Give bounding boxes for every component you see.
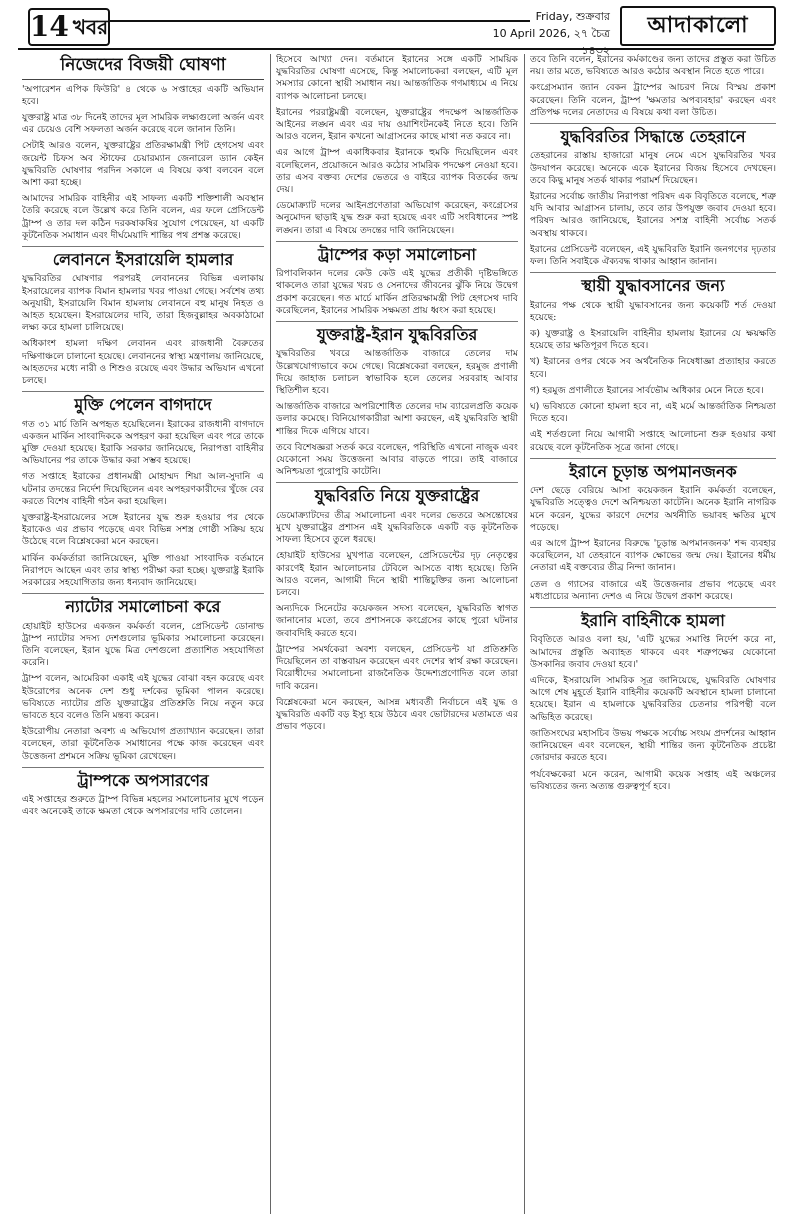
article-paragraph: ট্রাম্প বলেন, আমেরিকা একাই এই যুদ্ধের বোঝা বহন করেছে এবং ইউরোপের অনেক দেশ শুধু দর্শকের ভূমিকা পালন করেছে। ভবিষ্যতে ন্যাটোর প্রতি যুক্তরাষ্ট্রের প্রতিশ্রুতি নিয়ে নতুন করে ভাবতে হবে বলেও তিনি মন্তব্য করেন। bbox=[22, 673, 264, 722]
article-paragraph: গত ৩১ মার্চ তিনি অপহৃত হয়েছিলেন। ইরাকের রাজধানী বাগদাদে একজন মার্কিন সাংবাদিককে অপহরণ করা হয়েছিল এবং পরে তাকে মুক্তি দেওয়া হয়েছে। ইরাকি সরকার জানিয়েছে, নিরাপত্তা বাহিনীর অভিযানের পর তাকে উদ্ধার করা সম্ভব হয়েছে। bbox=[22, 418, 264, 467]
masthead-date bbox=[480, 8, 610, 59]
masthead bbox=[10, 6, 782, 57]
column-divider-1 bbox=[270, 54, 271, 1214]
article-paragraph: এর আগে ট্রাম্প একাধিকবার ইরানকে হুমকি দিয়েছিলেন এবং বলেছিলেন, প্রয়োজনে আরও কঠোর সামরিক পদক্ষেপ নেওয়া হবে। তার এসব বক্তব্য দেশের ভেতরে ও বাইরে ব্যাপক বিতর্কের জন্ম দেয়। bbox=[276, 147, 518, 196]
article-paragraph: খ) ইরানের ওপর থেকে সব অর্থনৈতিক নিষেধাজ্ঞা প্রত্যাহার করতে হবে। bbox=[530, 356, 776, 380]
article-paragraph: সেটাই আরও বলেন, যুক্তরাষ্ট্রের প্রতিরক্ষামন্ত্রী পিট হেগসেথ এবং জয়েন্ট চিফস অব স্টাফের চেয়ারম্যান জেনারেল ড্যান কেইন যুদ্ধবিরতি ঘোষণার পরদিন সকালে এ বিষয়ে কথা বলবেন বলে আশা করা হচ্ছে। bbox=[22, 140, 264, 188]
article-paragraph: হোয়াইট হাউসের মুখপাত্র বলেছেন, প্রেসিডেন্টের দৃঢ় নেতৃত্বের কারণেই ইরান আলোচনার টেবিলে আসতে বাধ্য হয়েছে। তিনি আরও বলেন, আগামী দিনে স্থায়ী শান্তিচুক্তির জন্য আলোচনা চলবে। bbox=[276, 550, 518, 599]
article-paragraph: যুক্তরাষ্ট্র মাত্র ৩৮ দিনেই তাদের মূল সামরিক লক্ষ্যগুলো অর্জন এবং এর চেয়েও বেশি সফলতা অর্জন করেছে বলে জানান তিনি। bbox=[22, 111, 264, 136]
article-paragraph: অধিকাংশ হামলা দক্ষিণ লেবানন এবং রাজধানী বৈরুতের দক্ষিণাঞ্চলে চালানো হয়েছে। লেবাননের স্বাস্থ্য মন্ত্রণালয় জানিয়েছে, আহতদের মধ্যে নারী ও শিশুও রয়েছে এবং উদ্ধার অভিযান এখনো চলছে। bbox=[22, 338, 264, 386]
newspaper-logo: আদাকালো bbox=[620, 6, 776, 46]
article-paragraph: তেল ও গ্যাসের বাজারে এই উত্তেজনার প্রভাব পড়েছে এবং মধ্যপ্রাচ্যের অন্যান্য দেশও এ নিয়ে উদ্বেগ প্রকাশ করেছে। bbox=[530, 578, 776, 602]
article-paragraph: বিশ্লেষকেরা মনে করছেন, আসন্ন মধ্যবর্তী নির্বাচনে এই যুদ্ধ ও যুদ্ধবিরতি একটি বড় ইস্যু হয়ে উঠবে এবং ভোটারদের মতামতে এর প্রভাব পড়বে। bbox=[276, 696, 518, 733]
article-headline: ইরানে চূড়ান্ত অপমানজনক bbox=[569, 461, 737, 481]
article-paragraph: গত সপ্তাহে ইরাকের প্রধানমন্ত্রী মোহাম্মদ শিয়া আল-সুদানি এ ঘটনার তদন্তের নির্দেশ দিয়েছিলেন এবং অপহরণকারীদের খুঁজে বের করতে বিশেষ বাহিনী গঠন করা হয়েছিল। bbox=[22, 471, 264, 507]
article-separator bbox=[276, 321, 518, 322]
article-headline: ন্যাটোর সমালোচনা করে bbox=[65, 597, 221, 617]
article-paragraph: তবে বিশেষজ্ঞরা সতর্ক করে বলেছেন, পরিস্থিতি এখনো নাজুক এবং যেকোনো সময় উত্তেজনা আবার বাড়তে পারে। তাই বাজারে অনিশ্চয়তা পুরোপুরি কাটেনি। bbox=[276, 441, 518, 478]
article-paragraph: এই সপ্তাহের শুরুতে ট্রাম্প বিভিন্ন মহলের সমালোচনার মুখে পড়েন এবং অনেকেই তাকে ক্ষমতা থেকে অপসারণের দাবি তোলেন। bbox=[22, 794, 264, 818]
article-headline: মুক্তি পেলেন বাগদাদে bbox=[74, 395, 212, 415]
article-paragraph: মার্কিন কর্মকর্তারা জানিয়েছেন, মুক্তি পাওয়া সাংবাদিক বর্তমানে নিরাপদে আছেন এবং তার স্বাস্থ্য পরীক্ষা করা হচ্ছে। যুক্তরাষ্ট্র ইরাকি সরকারের সহযোগিতার জন্য ধন্যবাদ জানিয়েছে। bbox=[22, 552, 264, 589]
article-paragraph: ইরানের পররাষ্ট্রমন্ত্রী বলেছেন, যুক্তরাষ্ট্রের পদক্ষেপ আন্তর্জাতিক আইনের লঙ্ঘন এবং এর দায় ওয়াশিংটনকেই নিতে হবে। তিনি আরও বলেন, ইরান কখনো আগ্রাসনের কাছে মাথা নত করবে না। bbox=[276, 106, 518, 143]
article-paragraph: যুদ্ধবিরতির ঘোষণার পরপরই লেবাননের বিভিন্ন এলাকায় ইসরায়েলের ব্যাপক বিমান হামলার খবর পাওয়া গেছে। সর্বশেষ তথ্য অনুযায়ী, ইসরায়েলি বিমান হামলায় লেবাননে বহু মানুষ নিহত ও আহত হয়েছেন। ইসরায়েলের দাবি, তারা হিজবুল্লাহর অবকাঠামো লক্ষ্য করে হামলা চালিয়েছে। bbox=[22, 273, 264, 334]
column-divider-2 bbox=[524, 54, 525, 1214]
article-paragraph: রিপাবলিকান দলের কেউ কেউ এই যুদ্ধের প্রতীকী দৃষ্টিভঙ্গিতে থাকলেও তারা যুদ্ধের খরচ ও সেনাদের জীবনের ঝুঁকি নিয়ে উদ্বেগ প্রকাশ করেছেন। গত মার্চে মার্কিন প্রতিরক্ষামন্ত্রী পিট হেগসেথ দাবি করেছিলেন, ইরানের সামরিক সক্ষমতা প্রায় ধ্বংস করা হয়েছে। bbox=[276, 268, 518, 316]
article-paragraph: আন্তর্জাতিক বাজারে অপরিশোধিত তেলের দাম ব্যারেলপ্রতি কয়েক ডলার কমেছে। বিনিয়োগকারীরা আশা করছেন, এই যুদ্ধবিরতি স্থায়ী শান্তির দিকে এগিয়ে যাবে। bbox=[276, 401, 518, 437]
article-paragraph: ঘ) ভবিষ্যতে কোনো হামলা হবে না, এই মর্মে আন্তর্জাতিক নিশ্চয়তা দিতে হবে। bbox=[530, 401, 776, 425]
article-headline: ট্রাম্পকে অপসারণের bbox=[77, 770, 209, 790]
page-number-box bbox=[28, 8, 110, 46]
column-3 bbox=[530, 54, 776, 1216]
article-paragraph: হিসেবে আখ্যা দেন। বর্তমানে ইরানের সঙ্গে একটি সাময়িক যুদ্ধবিরতির ঘোষণা এসেছে, কিন্তু সমালোচকরা বলছেন, এটি মূল সমস্যার কোনো স্থায়ী সমাধান নয়। আন্তর্জাতিক গণমাধ্যমে এ নিয়ে ব্যাপক আলোচনা চলছে। bbox=[276, 54, 518, 102]
article-paragraph: পর্যবেক্ষকেরা মনে করেন, আগামী কয়েক সপ্তাহ এই অঞ্চলের ভবিষ্যতের জন্য অত্যন্ত গুরুত্বপূর্ণ হবে। bbox=[530, 768, 776, 792]
article-paragraph: ডেমোক্র্যাট দলের আইনপ্রণেতারা অভিযোগ করেছেন, কংগ্রেসের অনুমোদন ছাড়াই যুদ্ধ শুরু করা হয়েছে এবং এটি সংবিধানের স্পষ্ট লঙ্ঘন। তারা এ বিষয়ে তদন্তের দাবি জানিয়েছেন। bbox=[276, 200, 518, 236]
article-paragraph: তেহরানের রাস্তায় হাজারো মানুষ নেমে এসে যুদ্ধবিরতির খবর উদযাপন করেছে। অনেকে একে ইরানের বিজয় হিসেবে দেখছেন। তবে কিছু মানুষ সতর্ক থাকার পরামর্শ দিয়েছেন। bbox=[530, 150, 776, 186]
article-separator bbox=[22, 391, 264, 392]
article-paragraph: যুক্তরাষ্ট্র-ইসরায়েলের সঙ্গে ইরানের যুদ্ধ শুরু হওয়ার পর থেকে ইরাকেও এর প্রভাব পড়েছে এবং বিভিন্ন সশস্ত্র গোষ্ঠী সক্রিয় হয়ে উঠেছে বলে বিশ্লেষকেরা মনে করছেন। bbox=[22, 512, 264, 548]
column-2 bbox=[276, 54, 518, 1216]
article-paragraph: জাতিসংঘের মহাসচিব উভয় পক্ষকে সর্বোচ্চ সংযম প্রদর্শনের আহ্বান জানিয়েছেন এবং বলেছেন, স্থায়ী শান্তির জন্য কূটনৈতিক প্রচেষ্টা জোরদার করতে হবে। bbox=[530, 727, 776, 764]
article-headline: ইরানি বাহিনীকে হামলা bbox=[581, 611, 725, 631]
article-paragraph: আমাদের সামরিক বাহিনীর এই সাফল্য একটি শক্তিশালী অবস্থান তৈরি করেছে বলে উল্লেখ করে তিনি বলেন, এর ফলে প্রেসিডেন্ট ট্রাম্প ও তার দল কঠিন দরকষাকষির সুযোগ পেয়েছেন, যা একটি কূটনৈতিক সমাধান এবং দীর্ঘমেয়াদি শান্তির পথ প্রশস্ত করেছে। bbox=[22, 193, 264, 241]
article-headline: যুদ্ধবিরতি নিয়ে যুক্তরাষ্ট্রের bbox=[314, 486, 480, 506]
masthead-full-date: 10 April 2026, ২৭ চৈত্র ১৪৩২ bbox=[492, 27, 610, 57]
article-paragraph: যুদ্ধবিরতির খবরে আন্তর্জাতিক বাজারে তেলের দাম উল্লেখযোগ্যভাবে কমে গেছে। বিশ্লেষকেরা বলছেন, হরমুজ প্রণালী দিয়ে জাহাজ চলাচল স্বাভাবিক হলে তেলের সরবরাহ আবার স্থিতিশীল হবে। bbox=[276, 348, 518, 397]
article-paragraph: হোয়াইট হাউসের একজন কর্মকর্তা বলেন, প্রেসিডেন্ট ডোনাল্ড ট্রাম্প ন্যাটোর সদস্য দেশগুলোর ভূমিকার সমালোচনা করেছেন। তিনি বলেছেন, ইরান যুদ্ধে মিত্র দেশগুলো প্রত্যাশিত সহযোগিতা করেনি। bbox=[22, 620, 264, 669]
article-separator bbox=[22, 593, 264, 594]
article-paragraph: এই শর্তগুলো নিয়ে আগামী সপ্তাহে আলোচনা শুরু হওয়ার কথা রয়েছে বলে কূটনৈতিক সূত্রে জানা গেছে। bbox=[530, 429, 776, 453]
article-separator bbox=[276, 241, 518, 242]
article-paragraph: কংগ্রেসম্যান জ্যান বেকন ট্রাম্পের আচরণ নিয়ে বিস্ময় প্রকাশ করেছেন। তিনি বলেন, ট্রাম্প 'ক্ষমতার অপব্যবহার' করছেন এবং প্রতিপক্ষ দলের নেতাদের এ বিষয়ে কথা বলা উচিত। bbox=[530, 82, 776, 118]
article-paragraph: ইরানের প্রেসিডেন্ট বলেছেন, এই যুদ্ধবিরতি ইরানি জনগণের দৃঢ়তার ফল। তিনি সবাইকে ঐক্যবদ্ধ থাকার আহ্বান জানান। bbox=[530, 243, 776, 268]
article-paragraph: ইরানের পক্ষ থেকে স্থায়ী যুদ্ধাবসানের জন্য কয়েকটি শর্ত দেওয়া হয়েছে: bbox=[530, 299, 776, 323]
article-paragraph: দেশ ছেড়ে বেরিয়ে আসা কয়েকজন ইরানি কর্মকর্তা বলেছেন, যুদ্ধবিরতি সত্ত্বেও দেশে অনিশ্চয়তা কাটেনি। অনেক ইরানি নাগরিক মনে করেন, যুদ্ধের কারণে দেশের অর্থনীতি ভয়াবহ ক্ষতির মুখে পড়েছে। bbox=[530, 485, 776, 533]
article-paragraph: ক) যুক্তরাষ্ট্র ও ইসরায়েলি বাহিনীর হামলায় ইরানের যে ক্ষয়ক্ষতি হয়েছে তার ক্ষতিপূরণ দিতে হবে। bbox=[530, 328, 776, 352]
section-name: খবর bbox=[72, 15, 109, 39]
article-headline: স্থায়ী যুদ্ধাবসানের জন্য bbox=[581, 276, 725, 296]
article-paragraph: ট্রাম্পের সমর্থকেরা অবশ্য বলছেন, প্রেসিডেন্ট যা প্রতিশ্রুতি দিয়েছিলেন তা বাস্তবায়ন করেছেন এবং দেশের স্বার্থ রক্ষা করেছেন। বিরোধীদের সমালোচনা রাজনৈতিক উদ্দেশ্যপ্রণোদিত বলে তারা দাবি করেন। bbox=[276, 643, 518, 692]
masthead-day: Friday, শুক্রবার bbox=[535, 10, 610, 23]
article-paragraph: গ) হরমুজ প্রণালীতে ইরানের সার্বভৌম অধিকার মেনে নিতে হবে। bbox=[530, 384, 764, 396]
article-headline: নিজেদের বিজয়ী ঘোষণা bbox=[22, 56, 264, 80]
article-headline: যুদ্ধবিরতির সিদ্ধান্তে তেহরানে bbox=[560, 127, 746, 147]
article-separator bbox=[530, 123, 776, 124]
article-separator bbox=[530, 607, 776, 608]
article-headline: যুক্তরাষ্ট্র-ইরান যুদ্ধবিরতির bbox=[316, 325, 478, 345]
article-paragraph: 'অপারেশন এপিক ফিউরি' ৪ থেকে ৬ সপ্তাহের একটি অভিযান হবে। bbox=[22, 83, 264, 107]
article-headline: লেবাননে ইসরায়েলি হামলার bbox=[52, 249, 234, 269]
article-paragraph: এর আগে ট্রাম্প ইরানের বিরুদ্ধে 'চূড়ান্ত অপমানজনক' শব্দ ব্যবহার করেছিলেন, যা তেহরানে ব্যাপক ক্ষোভের জন্ম দেয়। ইরানের ধর্মীয় নেতারা এই বক্তব্যের তীব্র নিন্দা জানান। bbox=[530, 538, 776, 574]
article-headline: ট্রাম্পের কড়া সমালোচনা bbox=[317, 244, 477, 264]
article-paragraph: ডেমোক্র্যাটদের তীব্র সমালোচনা এবং দলের ভেতরে অসন্তোষের মুখে যুক্তরাষ্ট্রের প্রশাসন এই যুদ্ধবিরতিকে একটি বড় কূটনৈতিক সাফল্য হিসেবে তুলে ধরছে। bbox=[276, 509, 518, 546]
article-paragraph: অন্যদিকে সিনেটের কয়েকজন সদস্য বলেছেন, যুদ্ধবিরতি স্বাগত জানানোর মতো, তবে প্রশাসনকে কংগ্রেসের কাছে পুরো ঘটনার জবাবদিহি করতে হবে। bbox=[276, 603, 518, 639]
article-paragraph: ইউরোপীয় নেতারা অবশ্য এ অভিযোগ প্রত্যাখ্যান করেছেন। তারা বলেছেন, তারা কূটনৈতিক সমাধানের পক্ষে কাজ করেছেন এবং উত্তেজনা প্রশমনে সক্রিয় ভূমিকা রেখেছেন। bbox=[22, 726, 264, 762]
column-1 bbox=[22, 54, 264, 1216]
masthead-rule bbox=[110, 20, 530, 22]
article-separator bbox=[276, 482, 518, 483]
article-paragraph: তবে তিনি বলেন, ইরানের কর্মকাণ্ডের জন্য তাদের প্রস্তুত করা উচিত নয়। তার মতে, ভবিষ্যতে আরও কঠোর অবস্থান নিতে হতে পারে। bbox=[530, 54, 776, 78]
article-separator bbox=[22, 767, 264, 768]
article-paragraph: এদিকে, ইসরায়েলি সামরিক সূত্র জানিয়েছে, যুদ্ধবিরতি ঘোষণার আগে শেষ মুহূর্তে ইরানি বাহিনীর কয়েকটি অবস্থানে হামলা চালানো হয়েছে। ইরান এ হামলাকে যুদ্ধবিরতির চেতনার পরিপন্থী বলে অভিহিত করেছে। bbox=[530, 675, 776, 723]
article-separator bbox=[530, 458, 776, 459]
page-number: 14 bbox=[29, 10, 69, 43]
header-divider bbox=[18, 48, 774, 50]
article-paragraph: ইরানের সর্বোচ্চ জাতীয় নিরাপত্তা পরিষদ এক বিবৃতিতে বলেছে, শত্রু যদি আবার আগ্রাসন চালায়, তবে তার উপযুক্ত জবাব দেওয়া হবে। পরিষদ আরও জানিয়েছে, ইরানের সশস্ত্র বাহিনী সর্বোচ্চ সতর্ক অবস্থায় থাকবে। bbox=[530, 191, 776, 239]
article-separator bbox=[22, 246, 264, 247]
article-separator bbox=[530, 272, 776, 273]
article-paragraph: বিবৃতিতে আরও বলা হয়, 'এটি যুদ্ধের সমাপ্তি নির্দেশ করে না, আমাদের প্রস্তুতি অব্যাহত থাকবে এবং শত্রুপক্ষের যেকোনো উসকানির জবাব দেওয়া হবে।' bbox=[530, 634, 776, 670]
